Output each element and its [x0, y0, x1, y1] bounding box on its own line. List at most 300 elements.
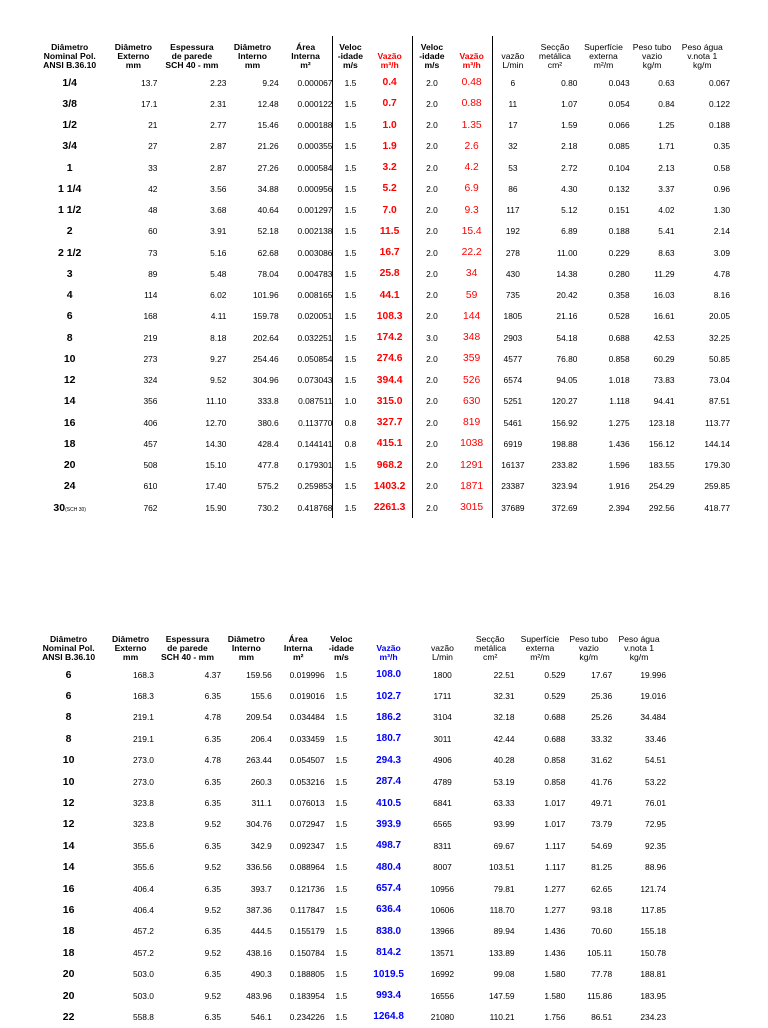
cell-peso-agua: 53.22 [645, 776, 666, 787]
table-row [30, 455, 730, 476]
cell-vazao-lmin: 6841 [433, 798, 452, 809]
cell-diametro-interno: 202.64 [253, 332, 279, 343]
cell-area-interna: 0.183954 [289, 990, 325, 1001]
cell-vazao-1: 0.7 [367, 93, 412, 114]
cell-peso-tubo: 31.62 [591, 755, 613, 766]
cell-peso-tubo: 5.41 [658, 226, 675, 237]
header-seccao-metalica: Secção metálica cm² [474, 634, 507, 662]
cell-diametro-externo: 762 [143, 502, 158, 513]
cell-vazao-2: 0.88 [451, 93, 493, 114]
cell-area-interna: 0.020051 [297, 311, 333, 322]
cell-vazao-2: 819 [451, 412, 493, 433]
cell-velocidade: 1.5 [335, 733, 348, 744]
cell-seccao-metalica: 110.21 [489, 1011, 515, 1022]
header-vazao-2: Vazão m³/h [451, 36, 493, 72]
cell-espessura: 9.27 [210, 353, 227, 364]
cell-peso-tubo: 25.26 [591, 712, 613, 723]
cell-superficie-externa: 1.436 [544, 926, 566, 937]
cell-peso-agua: 76.01 [645, 798, 666, 809]
cell-diametro-externo: 610 [143, 481, 158, 492]
header-peso-tubo: Peso tubo vazio kg/m [569, 634, 609, 662]
cell-superficie-externa: 0.054 [608, 98, 630, 109]
cell-velocidade-1: 1.0 [333, 391, 367, 412]
cell-area-interna: 0.188805 [289, 969, 325, 980]
cell-seccao-metalica: 2.18 [561, 141, 578, 152]
table-row [30, 327, 730, 348]
cell-superficie-externa: 1.916 [608, 481, 630, 492]
cell-diametro-nominal [30, 285, 109, 306]
cell-velocidade-2: 2.0 [426, 141, 438, 152]
cell-espessura: 12.70 [205, 417, 227, 428]
cell-seccao-metalica: 79.81 [493, 883, 515, 894]
cell-area-interna: 0.034484 [289, 712, 325, 723]
table-row [30, 285, 730, 306]
cell-diametro-interno: 483.96 [246, 990, 272, 1001]
header-diametro-nominal: Diâmetro Nominal Pol. ANSI B.36.10 [42, 634, 96, 662]
cell-espessura: 9.52 [204, 904, 221, 915]
cell-superficie-externa: 1.017 [544, 819, 566, 830]
cell-area-interna: 0.144141 [297, 438, 333, 449]
cell-vazao-1: 25.8 [367, 263, 412, 284]
header-diametro-interno: Diâmetro Interno mm [227, 634, 265, 662]
cell-vazao-2: 1291 [451, 455, 493, 476]
cell-diametro-nominal: 20 [62, 989, 75, 1002]
cell-espessura: 2.87 [210, 141, 227, 152]
cell-vazao: 180.7 [376, 733, 402, 745]
table-row [30, 771, 666, 792]
cell-diametro-nominal [30, 157, 109, 178]
cell-vazao: 814.2 [376, 947, 402, 959]
cell-diametro-interno: 490.3 [250, 969, 272, 980]
cell-vazao-1: 0.4 [367, 72, 412, 93]
cell-diametro-nominal [30, 200, 109, 221]
cell-seccao-metalica: 93.99 [493, 819, 515, 830]
cell-diametro-nominal: 8 [65, 711, 72, 724]
cell-diametro-externo: 503.0 [132, 969, 154, 980]
cell-espessura: 9.52 [210, 375, 227, 386]
cell-velocidade-1: 0.8 [333, 433, 367, 454]
cell-seccao-metalica: 1.07 [561, 98, 578, 109]
cell-diametro-externo: 21 [148, 120, 158, 131]
cell-vazao-1: 394.4 [367, 370, 412, 391]
cell-peso-tubo: 25.36 [591, 691, 613, 702]
cell-diametro-externo: 355.6 [132, 840, 154, 851]
cell-vazao-lmin: 192 [505, 226, 520, 237]
cell-seccao-metalica: 1.59 [561, 120, 578, 131]
cell-vazao-2: 4.2 [451, 157, 493, 178]
cell-velocidade: 1.5 [335, 947, 348, 958]
cell-superficie-externa: 0.151 [608, 205, 630, 216]
cell-vazao-lmin: 6565 [433, 819, 452, 830]
cell-seccao-metalica: 32.31 [493, 691, 515, 702]
cell-area-interna: 0.032251 [297, 332, 333, 343]
cell-peso-agua: 20.05 [709, 311, 730, 322]
cell-vazao-2: 630 [451, 391, 493, 412]
cell-vazao-lmin: 3011 [433, 733, 452, 744]
cell-peso-agua: 150.78 [640, 947, 666, 958]
cell-peso-tubo: 81.25 [591, 862, 613, 873]
cell-seccao-metalica: 372.69 [551, 502, 578, 513]
cell-seccao-metalica: 2.72 [561, 162, 578, 173]
cell-peso-tubo: 73.79 [591, 819, 613, 830]
cell-diametro-interno: 333.8 [257, 396, 279, 407]
cell-vazao-lmin: 8007 [433, 862, 452, 873]
cell-espessura: 6.35 [204, 798, 221, 809]
cell-vazao-2: 359 [451, 348, 493, 369]
cell-espessura: 4.11 [210, 311, 227, 322]
cell-diametro-nominal: 16 [62, 903, 75, 916]
cell-vazao: 838.0 [376, 925, 402, 937]
cell-superficie-externa: 0.229 [608, 247, 630, 258]
cell-diametro-externo: 13.7 [141, 77, 158, 88]
cell-velocidade-1: 1.5 [333, 242, 367, 263]
cell-peso-tubo: 254.29 [648, 481, 675, 492]
cell-vazao-2: 526 [451, 370, 493, 391]
cell-velocidade-1: 1.5 [333, 370, 367, 391]
cell-velocidade-2: 2.0 [426, 205, 438, 216]
cell-espessura: 5.16 [210, 247, 227, 258]
cell-diametro-nominal: 6 [65, 690, 72, 703]
cell-espessura: 4.37 [204, 669, 221, 680]
cell-velocidade-1: 1.5 [333, 115, 367, 136]
cell-espessura: 9.52 [204, 947, 221, 958]
cell-espessura: 15.90 [205, 502, 227, 513]
cell-diametro-nominal: 10 [62, 754, 75, 767]
cell-diametro-interno: 101.96 [253, 290, 279, 301]
cell-diametro-externo: 273 [143, 353, 158, 364]
table-row [30, 200, 730, 221]
cell-espessura: 9.52 [204, 862, 221, 873]
cell-vazao-lmin: 16137 [501, 460, 525, 471]
pipe-table-sch40 [30, 36, 730, 518]
cell-diametro-interno: 9.24 [262, 77, 279, 88]
cell-diametro-externo: 323.8 [132, 798, 154, 809]
cell-espessura: 2.31 [210, 98, 227, 109]
cell-diametro-externo: 508 [143, 460, 158, 471]
cell-diametro-interno: 159.78 [253, 311, 279, 322]
cell-seccao-metalica: 147.59 [488, 990, 515, 1001]
cell-peso-tubo: 11.29 [654, 268, 675, 279]
cell-velocidade-2: 2.0 [426, 268, 438, 279]
table-row [30, 942, 666, 963]
cell-peso-tubo: 41.76 [591, 776, 613, 787]
cell-area-interna: 0.019996 [289, 669, 325, 680]
cell-espessura: 2.87 [210, 162, 227, 173]
cell-peso-agua: 113.77 [705, 417, 730, 428]
cell-vazao-lmin: 53 [508, 162, 518, 173]
header-vazao-1: Vazão m³/h [367, 36, 412, 72]
cell-peso-tubo: 42.53 [653, 332, 675, 343]
cell-espessura: 6.35 [204, 926, 221, 937]
cell-area-interna: 0.072947 [289, 819, 325, 830]
nominal-value: 4 [66, 289, 73, 302]
cell-espessura: 2.23 [210, 77, 227, 88]
cell-diametro-nominal [30, 178, 109, 199]
table-row [30, 921, 666, 942]
cell-diametro-externo: 73 [148, 247, 158, 258]
cell-seccao-metalica: 133.89 [488, 947, 515, 958]
cell-diametro-externo: 42 [148, 183, 158, 194]
cell-velocidade-1: 1.5 [333, 306, 367, 327]
cell-peso-tubo: 93.18 [591, 904, 613, 915]
cell-diametro-nominal: 12 [62, 818, 75, 831]
cell-velocidade-1: 1.5 [333, 136, 367, 157]
table-row [30, 476, 730, 497]
cell-velocidade: 1.5 [335, 669, 348, 680]
cell-velocidade: 1.5 [335, 1011, 348, 1022]
cell-diametro-externo: 406.4 [132, 883, 154, 894]
cell-area-interna: 0.234226 [289, 1011, 325, 1022]
table-row [30, 707, 666, 728]
nominal-value: 3/4 [62, 140, 77, 153]
cell-seccao-metalica: 120.27 [551, 396, 578, 407]
cell-diametro-nominal [30, 221, 109, 242]
table-row [30, 750, 666, 771]
cell-peso-agua: 1.30 [713, 205, 730, 216]
cell-diametro-nominal [30, 433, 109, 454]
table-row [30, 835, 666, 856]
cell-vazao-lmin: 2903 [503, 332, 523, 343]
cell-diametro-externo: 168.3 [132, 669, 154, 680]
cell-vazao: 1019.5 [373, 968, 404, 980]
table-row [30, 728, 666, 749]
cell-diametro-interno: 380.6 [257, 417, 279, 428]
cell-vazao-1: 968.2 [367, 455, 412, 476]
cell-velocidade: 1.5 [335, 712, 348, 723]
cell-diametro-externo: 356 [143, 396, 158, 407]
cell-vazao-lmin: 86 [508, 183, 518, 194]
cell-superficie-externa: 1.117 [545, 840, 566, 851]
cell-velocidade-2: 2.0 [426, 226, 438, 237]
cell-peso-agua: 121.74 [640, 883, 666, 894]
cell-peso-tubo: 4.02 [658, 205, 675, 216]
cell-diametro-nominal: 20 [62, 968, 75, 981]
cell-diametro-externo: 355.6 [132, 862, 154, 873]
cell-vazao-lmin: 32 [508, 141, 518, 152]
cell-diametro-interno: 730.2 [257, 502, 279, 513]
cell-velocidade-2: 2.0 [426, 438, 438, 449]
cell-peso-agua: 418.77 [704, 502, 730, 513]
cell-diametro-interno: 34.88 [257, 183, 279, 194]
header-diametro-nominal: Diâmetro Nominal Pol. ANSI B.36.10 [43, 42, 97, 70]
cell-velocidade-2: 2.0 [426, 375, 438, 386]
header-velocidade: Veloc -idade m/s [328, 634, 355, 662]
cell-superficie-externa: 0.858 [608, 353, 630, 364]
cell-espessura: 4.78 [204, 712, 221, 723]
cell-diametro-interno: 21.26 [257, 141, 279, 152]
cell-velocidade: 1.5 [335, 862, 348, 873]
cell-peso-agua: 0.58 [713, 162, 730, 173]
cell-velocidade-2: 2.0 [426, 120, 438, 131]
cell-superficie-externa: 0.529 [544, 669, 566, 680]
table-row [30, 93, 730, 114]
cell-peso-agua: 19.016 [640, 691, 666, 702]
cell-seccao-metalica: 118.70 [489, 904, 515, 915]
cell-peso-tubo: 1.71 [658, 141, 675, 152]
cell-peso-agua: 0.122 [709, 98, 730, 109]
header-diametro-externo: Diâmetro Externo mm [111, 634, 150, 662]
cell-espessura: 2.77 [210, 120, 227, 131]
table-row [30, 664, 666, 685]
cell-vazao-2: 15.4 [451, 221, 493, 242]
cell-peso-agua: 33.46 [645, 733, 666, 744]
cell-velocidade-2: 2.0 [426, 460, 438, 471]
cell-superficie-externa: 0.066 [608, 120, 630, 131]
cell-superficie-externa: 0.188 [608, 226, 630, 237]
cell-superficie-externa: 0.280 [608, 268, 630, 279]
nominal-value: 18 [63, 437, 76, 450]
cell-velocidade-1: 1.5 [333, 285, 367, 306]
cell-peso-agua: 188.81 [640, 969, 666, 980]
cell-vazao-2: 1.35 [451, 115, 493, 136]
cell-area-interna: 0.117847 [290, 904, 325, 915]
cell-vazao-lmin: 23387 [501, 481, 525, 492]
cell-vazao: 393.9 [376, 818, 402, 830]
cell-seccao-metalica: 20.42 [556, 290, 578, 301]
cell-peso-agua: 54.51 [645, 755, 666, 766]
cell-diametro-interno: 15.46 [257, 120, 279, 131]
cell-espessura: 9.52 [204, 990, 221, 1001]
cell-diametro-interno: 159.56 [246, 669, 272, 680]
cell-vazao-2: 9.3 [451, 200, 493, 221]
cell-diametro-nominal: 22 [62, 1010, 75, 1023]
cell-area-interna: 0.121736 [289, 883, 325, 894]
cell-espessura: 6.35 [204, 883, 221, 894]
header-peso-agua: Peso água v.nota 1 kg/m [618, 634, 660, 662]
cell-diametro-nominal: 14 [62, 839, 75, 852]
table-row [30, 433, 730, 454]
cell-vazao-lmin: 10606 [430, 904, 455, 915]
cell-peso-agua: 144.14 [704, 438, 730, 449]
nominal-value: 1 1/2 [58, 204, 82, 217]
cell-diametro-interno: 209.54 [246, 712, 272, 723]
cell-superficie-externa: 1.436 [544, 947, 566, 958]
header-seccao-metalica: Secção metálica cm² [538, 42, 571, 70]
cell-vazao: 636.4 [376, 904, 402, 916]
cell-velocidade: 1.5 [335, 904, 348, 915]
cell-vazao-lmin: 4789 [433, 776, 452, 787]
cell-superficie-externa: 0.858 [544, 755, 566, 766]
cell-peso-tubo: 115.86 [587, 990, 613, 1001]
cell-diametro-externo: 503.0 [132, 990, 154, 1001]
cell-peso-agua: 50.85 [709, 353, 730, 364]
cell-espessura: 3.68 [210, 205, 227, 216]
cell-vazao-lmin: 6919 [503, 438, 523, 449]
cell-velocidade-1: 1.5 [333, 327, 367, 348]
cell-superficie-externa: 0.688 [608, 332, 630, 343]
cell-superficie-externa: 1.275 [608, 417, 630, 428]
cell-espessura: 6.02 [210, 290, 227, 301]
cell-diametro-interno: 336.56 [246, 862, 272, 873]
nominal-value: 30 [53, 501, 66, 514]
cell-vazao-1: 16.7 [367, 242, 412, 263]
cell-peso-tubo: 54.69 [591, 840, 613, 851]
cell-diametro-nominal [30, 455, 109, 476]
table-row [30, 412, 730, 433]
header-area-interna: Área Interna m² [283, 634, 313, 662]
cell-diametro-nominal: 18 [62, 925, 75, 938]
cell-peso-tubo: 0.63 [658, 77, 675, 88]
cell-diametro-nominal [30, 242, 109, 263]
cell-diametro-nominal [30, 136, 109, 157]
cell-velocidade-2: 2.0 [426, 77, 438, 88]
cell-seccao-metalica: 11.00 [557, 247, 578, 258]
cell-diametro-interno: 206.4 [250, 733, 272, 744]
cell-area-interna: 0.150784 [289, 947, 325, 958]
cell-velocidade: 1.5 [335, 969, 348, 980]
cell-peso-agua: 0.067 [709, 77, 730, 88]
table-row [30, 963, 666, 984]
table-row [30, 178, 730, 199]
nominal-value: 1 [66, 161, 73, 174]
cell-vazao-2: 1871 [451, 476, 493, 497]
cell-superficie-externa: 0.085 [608, 141, 630, 152]
cell-superficie-externa: 1.277 [544, 883, 566, 894]
cell-diametro-interno: 393.7 [250, 883, 272, 894]
cell-vazao-1: 274.6 [367, 348, 412, 369]
cell-area-interna: 0.113770 [298, 417, 333, 428]
cell-vazao-2: 6.9 [451, 178, 493, 199]
cell-vazao-lmin: 1711 [433, 691, 452, 702]
nominal-value: 24 [63, 480, 76, 493]
cell-diametro-externo: 558.8 [132, 1011, 154, 1022]
table-header [30, 36, 730, 72]
cell-vazao: 410.5 [376, 797, 402, 809]
cell-peso-tubo: 1.25 [658, 120, 675, 131]
table-header [30, 628, 666, 664]
cell-vazao: 1264.8 [373, 1011, 404, 1023]
cell-diametro-nominal [30, 115, 109, 136]
cell-seccao-metalica: 63.33 [493, 798, 515, 809]
cell-diametro-externo: 89 [148, 268, 158, 279]
header-superficie-externa: Superfície externa m²/m [584, 42, 623, 70]
cell-area-interna: 0.000355 [297, 141, 333, 152]
header-peso-agua: Peso água v.nota 1 kg/m [681, 42, 723, 70]
cell-seccao-metalica: 0.80 [561, 77, 578, 88]
cell-diametro-interno: 62.68 [257, 247, 279, 258]
cell-diametro-interno: 387.36 [246, 904, 272, 915]
header-espessura: Espessura de parede SCH 40 - mm [160, 634, 214, 662]
cell-vazao: 480.4 [376, 861, 402, 873]
cell-diametro-interno: 428.4 [257, 438, 279, 449]
cell-velocidade-1: 1.5 [333, 221, 367, 242]
cell-area-interna: 0.418768 [297, 502, 333, 513]
cell-vazao-1: 1.9 [367, 136, 412, 157]
cell-area-interna: 0.008165 [297, 290, 333, 301]
cell-seccao-metalica: 5.12 [561, 205, 578, 216]
nominal-value: 8 [66, 331, 73, 344]
cell-espessura: 6.35 [204, 776, 221, 787]
cell-velocidade-1: 1.5 [333, 497, 367, 518]
cell-espessura: 4.78 [204, 755, 221, 766]
nominal-value: 2 [66, 225, 73, 238]
cell-diametro-nominal [30, 497, 109, 518]
cell-diametro-interno: 304.96 [253, 375, 279, 386]
cell-peso-agua: 179.30 [704, 460, 730, 471]
cell-area-interna: 0.002138 [297, 226, 333, 237]
cell-seccao-metalica: 4.30 [561, 183, 578, 194]
nominal-value: 20 [63, 459, 76, 472]
cell-area-interna: 0.050854 [297, 353, 333, 364]
cell-vazao-lmin: 10956 [430, 883, 455, 894]
cell-espessura: 14.30 [205, 438, 227, 449]
cell-espessura: 6.35 [204, 691, 221, 702]
cell-seccao-metalica: 233.82 [551, 460, 578, 471]
cell-velocidade-2: 2.0 [426, 396, 438, 407]
cell-area-interna: 0.088964 [289, 862, 325, 873]
cell-peso-tubo: 183.55 [648, 460, 675, 471]
table-row [30, 878, 666, 899]
